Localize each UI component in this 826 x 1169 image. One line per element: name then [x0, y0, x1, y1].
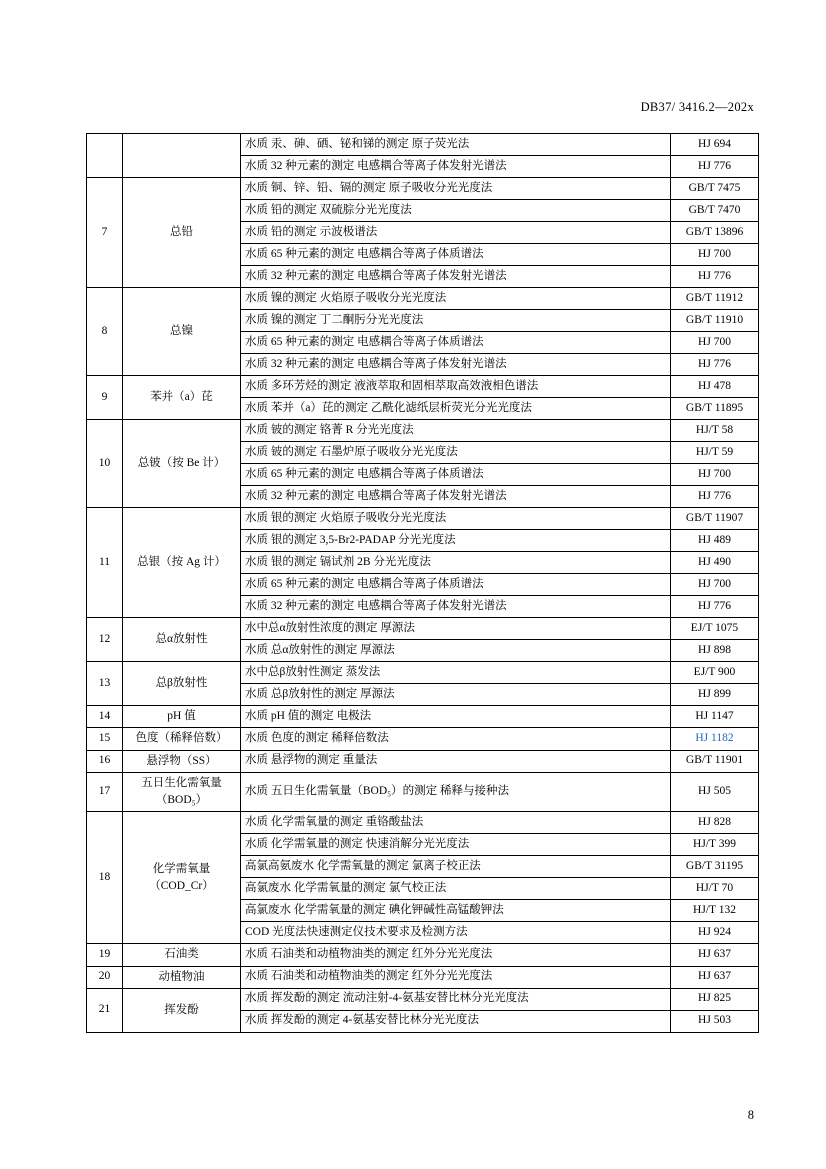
standard-code: GB/T 11895: [671, 398, 759, 420]
pollutant-name: [123, 134, 241, 178]
pollutant-name-text: 总铍（按 Be 计）: [137, 456, 226, 469]
standard-code: HJ 776: [671, 486, 759, 508]
pollutant-name-text: 总α放射性: [155, 632, 208, 645]
standard-code: HJ 489: [671, 530, 759, 552]
method-name: 水质 悬浮物的测定 重量法: [241, 750, 671, 772]
row-number: 13: [87, 662, 123, 706]
standards-table: [86, 133, 759, 1033]
standard-code: HJ 700: [671, 574, 759, 596]
standard-code: HJ 776: [671, 596, 759, 618]
pollutant-name-text: 总银（按 Ag 计）: [137, 555, 226, 568]
row-number: [87, 134, 123, 178]
pollutant-name-text: 总镍: [170, 324, 193, 337]
pollutant-name: [123, 944, 241, 966]
row-number: 8: [87, 288, 123, 376]
pollutant-name: [123, 728, 241, 750]
method-name: 水质 32 种元素的测定 电感耦合等离子体发射光谱法: [241, 596, 671, 618]
pollutant-name: [123, 706, 241, 728]
standard-code: HJ 700: [671, 244, 759, 266]
table-row: [87, 772, 759, 812]
pollutant-name-text: 总铅: [170, 225, 193, 238]
standard-code: GB/T 31195: [671, 856, 759, 878]
pollutant-name: [123, 772, 241, 812]
standard-code: HJ 776: [671, 156, 759, 178]
standard-code: HJ/T 70: [671, 878, 759, 900]
standard-code: HJ 776: [671, 354, 759, 376]
method-name: COD 光度法快速测定仪技术要求及检测方法: [241, 922, 671, 944]
row-number: 18: [87, 812, 123, 944]
method-name: 水质 pH 值的测定 电极法: [241, 706, 671, 728]
standard-code: GB/T 13896: [671, 222, 759, 244]
table-row: [87, 706, 759, 728]
table-row: [87, 508, 759, 530]
method-name: 水质 铍的测定 铬菁 R 分光光度法: [241, 420, 671, 442]
table-body: [87, 134, 759, 1033]
standard-code: HJ 694: [671, 134, 759, 156]
method-name: 水质 32 种元素的测定 电感耦合等离子体发射光谱法: [241, 156, 671, 178]
standard-code: HJ 700: [671, 464, 759, 486]
standard-code: EJ/T 900: [671, 662, 759, 684]
method-name: 水质 铅的测定 示波极谱法: [241, 222, 671, 244]
row-number: 14: [87, 706, 123, 728]
pollutant-name: [123, 178, 241, 288]
row-number: 9: [87, 376, 123, 420]
standard-code: GB/T 11912: [671, 288, 759, 310]
pollutant-name: [123, 288, 241, 376]
page-header: DB37/ 3416.2—202x: [640, 100, 754, 114]
table-row: [87, 728, 759, 750]
standard-code: HJ 637: [671, 944, 759, 966]
table-row: [87, 662, 759, 684]
pollutant-name: [123, 376, 241, 420]
method-name: 水质 65 种元素的测定 电感耦合等离子体质谱法: [241, 332, 671, 354]
pollutant-name: [123, 966, 241, 988]
standard-code: HJ 924: [671, 922, 759, 944]
method-name: 水质 苯并（a）芘的测定 乙酰化滤纸层析荧光分光光度法: [241, 398, 671, 420]
row-number: 12: [87, 618, 123, 662]
method-name: 水质 总β放射性的测定 厚源法: [241, 684, 671, 706]
pollutant-name-text: 五日生化需氧量（BOD₅）: [141, 776, 222, 806]
standard-code: HJ/T 59: [671, 442, 759, 464]
standard-code: HJ 478: [671, 376, 759, 398]
standard-code: HJ 503: [671, 1010, 759, 1032]
row-number: 17: [87, 772, 123, 812]
row-number: 15: [87, 728, 123, 750]
table-row: [87, 178, 759, 200]
method-name: 水质 石油类和动植物油类的测定 红外分光光度法: [241, 944, 671, 966]
method-name: 水质 挥发酚的测定 流动注射-4-氨基安替比林分光光度法: [241, 988, 671, 1010]
standard-code: HJ 637: [671, 966, 759, 988]
row-number: 7: [87, 178, 123, 288]
method-name: 水质 汞、砷、硒、铋和锑的测定 原子荧光法: [241, 134, 671, 156]
standard-code: GB/T 11901: [671, 750, 759, 772]
standard-code: GB/T 11910: [671, 310, 759, 332]
standard-code: HJ 1182: [671, 728, 759, 750]
pollutant-name-text: 悬浮物（SS）: [146, 754, 217, 767]
pollutant-name: [123, 662, 241, 706]
method-name: 水质 化学需氧量的测定 重铬酸盐法: [241, 812, 671, 834]
pollutant-name: [123, 750, 241, 772]
page-number: 8: [747, 1108, 754, 1122]
row-number: 20: [87, 966, 123, 988]
pollutant-name-text: 石油类: [164, 948, 199, 961]
method-name: 水质 挥发酚的测定 4-氨基安替比林分光光度法: [241, 1010, 671, 1032]
table-row: [87, 376, 759, 398]
method-name: 高氯废水 化学需氧量的测定 碘化钾碱性高锰酸钾法: [241, 900, 671, 922]
method-name: 水质 铅的测定 双硫腙分光光度法: [241, 200, 671, 222]
method-name: 高氯高氨废水 化学需氧量的测定 氯离子校正法: [241, 856, 671, 878]
method-name: 水中总β放射性测定 蒸发法: [241, 662, 671, 684]
standard-code: HJ 825: [671, 988, 759, 1010]
standard-code: HJ/T 399: [671, 834, 759, 856]
table-row: [87, 618, 759, 640]
pollutant-name-text: 总β放射性: [155, 676, 208, 689]
method-name: 水质 化学需氧量的测定 快速消解分光光度法: [241, 834, 671, 856]
standard-code: GB/T 7470: [671, 200, 759, 222]
pollutant-name-text: 动植物油: [158, 970, 205, 983]
method-name: 水质 铜、锌、铅、镉的测定 原子吸收分光光度法: [241, 178, 671, 200]
row-number: 10: [87, 420, 123, 508]
method-name: 水质 65 种元素的测定 电感耦合等离子体质谱法: [241, 574, 671, 596]
pollutant-name-text: 挥发酚: [164, 1003, 199, 1016]
method-name: 水质 铍的测定 石墨炉原子吸收分光光度法: [241, 442, 671, 464]
pollutant-name-text: 色度（稀释倍数）: [135, 732, 228, 745]
pollutant-name-text: 化学需氧量（COD_Cr）: [149, 862, 214, 892]
method-name: 水质 银的测定 镉试剂 2B 分光光度法: [241, 552, 671, 574]
table-row: [87, 134, 759, 156]
method-name: 水质 32 种元素的测定 电感耦合等离子体发射光谱法: [241, 266, 671, 288]
method-name: 水中总α放射性浓度的测定 厚源法: [241, 618, 671, 640]
standard-code: HJ 1147: [671, 706, 759, 728]
method-name: 水质 65 种元素的测定 电感耦合等离子体质谱法: [241, 244, 671, 266]
table-row: [87, 812, 759, 834]
method-name: 水质 多环芳烃的测定 液液萃取和固相萃取高效液相色谱法: [241, 376, 671, 398]
pollutant-name: [123, 420, 241, 508]
method-name: 水质 银的测定 火焰原子吸收分光光度法: [241, 508, 671, 530]
standard-code: GB/T 7475: [671, 178, 759, 200]
table-row: [87, 750, 759, 772]
row-number: 19: [87, 944, 123, 966]
table-row: [87, 420, 759, 442]
standard-code: HJ 898: [671, 640, 759, 662]
table-row: [87, 966, 759, 988]
pollutant-name: [123, 508, 241, 618]
pollutant-name-text: 苯并（a）芘: [150, 390, 213, 403]
row-number: 16: [87, 750, 123, 772]
table-row: [87, 944, 759, 966]
standard-code: EJ/T 1075: [671, 618, 759, 640]
method-name: 水质 色度的测定 稀释倍数法: [241, 728, 671, 750]
standard-code: HJ/T 132: [671, 900, 759, 922]
method-name: 水质 镍的测定 丁二酮肟分光光度法: [241, 310, 671, 332]
method-name: 水质 32 种元素的测定 电感耦合等离子体发射光谱法: [241, 354, 671, 376]
method-name: 水质 镍的测定 火焰原子吸收分光光度法: [241, 288, 671, 310]
method-name: 水质 32 种元素的测定 电感耦合等离子体发射光谱法: [241, 486, 671, 508]
method-name: 水质 总α放射性的测定 厚源法: [241, 640, 671, 662]
table-row: [87, 988, 759, 1010]
standard-code: HJ 776: [671, 266, 759, 288]
method-name: 水质 银的测定 3,5-Br2-PADAP 分光光度法: [241, 530, 671, 552]
pollutant-name: [123, 988, 241, 1032]
method-name: 高氯废水 化学需氧量的测定 氯气校正法: [241, 878, 671, 900]
standard-code: HJ/T 58: [671, 420, 759, 442]
standard-code: HJ 828: [671, 812, 759, 834]
standard-code: HJ 700: [671, 332, 759, 354]
pollutant-name: [123, 618, 241, 662]
row-number: 21: [87, 988, 123, 1032]
standard-code: HJ 505: [671, 772, 759, 812]
method-name: 水质 65 种元素的测定 电感耦合等离子体质谱法: [241, 464, 671, 486]
table-row: [87, 288, 759, 310]
method-name: 水质 五日生化需氧量（BOD₅）的测定 稀释与接种法: [241, 772, 671, 812]
pollutant-name: [123, 812, 241, 944]
method-name: 水质 石油类和动植物油类的测定 红外分光光度法: [241, 966, 671, 988]
standard-code: HJ 899: [671, 684, 759, 706]
standard-code: HJ 490: [671, 552, 759, 574]
pollutant-name-text: pH 值: [167, 710, 196, 722]
row-number: 11: [87, 508, 123, 618]
standard-code: GB/T 11907: [671, 508, 759, 530]
